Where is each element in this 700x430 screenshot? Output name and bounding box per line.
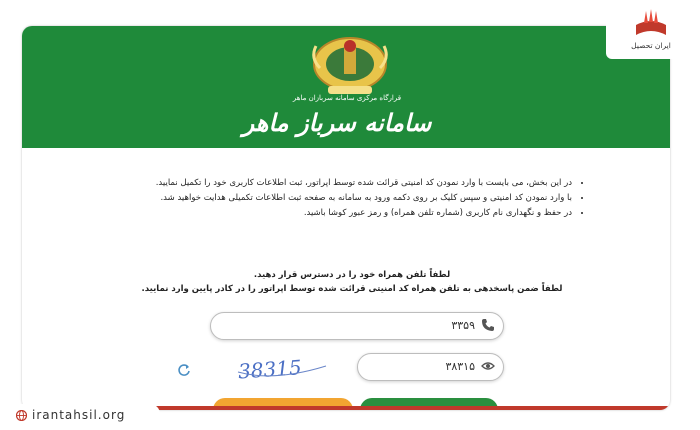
instruction-item: • در این بخش، می بایست با وارد نمودن کد امنیتی قرائت شده توسط اپراتور، ثبت اطلاعات کاربری خود را تکمیل نمایید.	[132, 176, 572, 191]
captcha-text: 38315	[237, 355, 303, 384]
globe-icon	[16, 410, 27, 421]
site-watermark	[10, 404, 160, 426]
prompt-phone-ready: لطفاً تلفن همراه خود را در دسترس قرار دهید.	[253, 270, 451, 280]
app-title: سامانه سرباز ماهر	[242, 108, 432, 137]
header-banner	[22, 26, 670, 148]
instruction-item: • با وارد نمودن کد امنیتی و سپس کلیک بر روی دکمه ورود به سامانه به صفحه ثبت اطلاعات تکمیلی هدایت خواهید شد.	[132, 191, 572, 206]
watermark-logo	[606, 3, 696, 59]
brand-name: ایران تحصیل	[631, 41, 671, 50]
instruction-item: • در حفظ و نگهداری نام کاربری (شماره تلفن همراه) و رمز عبور کوشا باشید.	[132, 206, 572, 221]
app-window	[22, 26, 670, 410]
book-logo-icon	[634, 7, 668, 39]
phone-input[interactable]	[210, 312, 504, 340]
prompt-enter-code: لطفاً ضمن پاسخدهی به تلفن همراه کد امنیتی قرائت شده توسط اپراتور را در کادر پایین وارد نمایید.	[141, 284, 563, 294]
captcha-value: ۳۸۳۱۵	[445, 360, 475, 373]
eye-icon	[481, 359, 495, 373]
refresh-icon[interactable]	[177, 363, 191, 377]
site-url: irantahsil.org	[32, 408, 126, 422]
header-subtitle: قرارگاه مرکزی سامانه سربازان ماهر	[292, 94, 402, 102]
phone-icon	[481, 318, 495, 332]
captcha-image	[234, 354, 330, 384]
phone-value: ۳۳۵۹	[451, 319, 475, 332]
captcha-input[interactable]	[357, 353, 504, 381]
instructions-list	[132, 176, 586, 221]
